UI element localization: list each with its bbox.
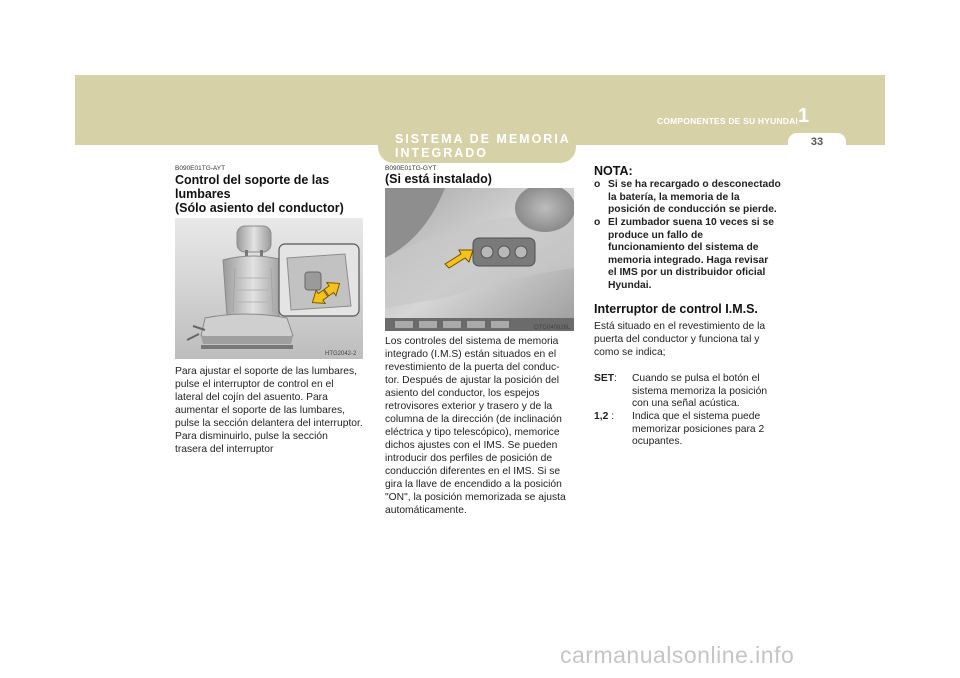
definition-term: 1,2 : [594, 411, 615, 422]
definition-set [594, 373, 784, 411]
bullet-line: El zumbador suena 10 veces si se [608, 217, 774, 228]
bullet-line: Hyundai. [608, 279, 652, 291]
definition-line: Cuando se pulsa el botón el [632, 373, 760, 384]
heading-line: (Sólo asiento del conductor) [175, 201, 344, 215]
bullet-line: el IMS por un distribuidor oficial [608, 267, 766, 279]
chapter-title: COMPONENTES DE SU HYUNDAI [656, 116, 798, 126]
definition-term: SET: [594, 373, 617, 384]
body-line: puerta del conductor y funciona tal y [594, 334, 760, 345]
body-line: revestimiento de la puerta del conduc- [385, 362, 560, 373]
heading-line: Control del soporte de las [175, 173, 330, 187]
section-title-line-1: SISTEMA DE MEMORIA [395, 132, 571, 146]
body-line: lateral del cojín del asuento. Para [175, 392, 328, 403]
door-trim-figure [385, 188, 574, 331]
chapter-number: 1 [798, 105, 810, 127]
body-line: como se indica; [594, 347, 666, 358]
body-line: dichos ajustes con el IMS. Se pueden [385, 440, 558, 451]
body-line: trasera del interruptor [175, 444, 274, 455]
figure-caption: HTG2042-2 [325, 351, 357, 357]
figure-caption: OTG040826L [534, 325, 571, 331]
body-line: columna de la dirección (de inclinación [385, 414, 562, 425]
note-bullet [594, 179, 784, 217]
body-line: introducir dos perfiles de posición de [385, 453, 553, 464]
bullet-line: Si se ha recargado o desconectado [608, 179, 781, 190]
body-line: pulse la sección delantera del interruptor. [175, 418, 363, 429]
section-code: B090E01TG-AYT [175, 165, 226, 172]
definition-line: sistema memoriza la posición [632, 385, 768, 397]
subheading: Interruptor de control I.M.S. [594, 302, 758, 316]
seat-figure [175, 218, 363, 359]
note-bullet [594, 217, 784, 293]
body-line: pulse el interruptor de control en el [175, 379, 334, 390]
watermark: carmanualsonline.info [560, 642, 795, 668]
bullet-line: produce un fallo de [608, 229, 703, 241]
body-line: automáticamente. [385, 505, 467, 516]
body-line: integrado (I.M.S) están situados en el [385, 349, 557, 360]
bullet-line: posición de conducción se pierde. [608, 204, 777, 216]
definition-line: memorizar posiciones para 2 [632, 423, 765, 435]
definition-line: ocupantes. [632, 436, 683, 448]
body-line: Los controles del sistema de memoria [385, 336, 559, 347]
body-line: asiento del conductor, los espejos [385, 388, 540, 399]
page-number: 33 [810, 136, 824, 148]
definition-occupants [594, 411, 784, 449]
body-line: aumentar el soporte de las lumbares, [175, 405, 345, 416]
body-line: Para disminuirlo, pulse la sección [175, 431, 328, 442]
body-line: retrovisores exterior y trasero y de la [385, 401, 553, 412]
body-line: gira la llave de encendido a la posición [385, 479, 562, 490]
bullet-mark: o [594, 217, 601, 228]
body-line: eléctrica y tipo telescópico), memorice [385, 427, 560, 438]
body-line: conducción diferentes en el IMS. Si se [385, 466, 561, 477]
bullet-mark: o [594, 179, 601, 190]
body-line: tor. Después de ajustar la posición del [385, 375, 560, 386]
bullet-line: la batería, la memoria de la [608, 191, 740, 203]
body-line: Está situado en el revestimiento de la [594, 321, 766, 332]
section-title-line-2: INTEGRADO [395, 146, 488, 160]
body-line: "ON", la posición memorizada se ajusta [385, 492, 566, 503]
door-trim-ims-switch-photo-icon [385, 188, 574, 331]
heading-line: lumbares [175, 187, 231, 201]
section-code: B090E01TG-GYT [385, 165, 437, 172]
car-seat-illustration-icon [175, 218, 363, 359]
definition-line: Indica que el sistema puede [632, 411, 761, 422]
body-line: Para ajustar el soporte de las lumbares, [175, 366, 358, 377]
heading: (Si está instalado) [385, 172, 492, 186]
definition-line: con una señal acústica. [632, 398, 740, 410]
bullet-line: funcionamiento del sistema de [608, 242, 759, 254]
bullet-line: memoria integrado. Haga revisar [608, 254, 769, 266]
note-title: NOTA: [594, 164, 633, 178]
